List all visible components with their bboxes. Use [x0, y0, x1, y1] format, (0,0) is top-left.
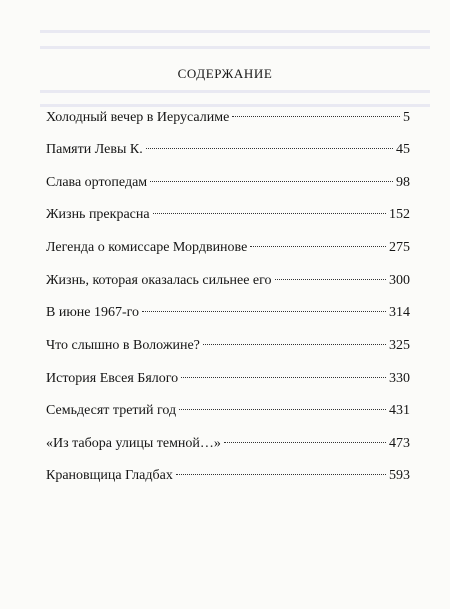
toc-entry-page: 152	[389, 207, 410, 222]
show-through-line	[40, 30, 430, 33]
page-title: СОДЕРЖАНИЕ	[177, 66, 273, 81]
toc-entry-title: Жизнь прекрасна	[46, 207, 150, 222]
toc-entry	[46, 205, 410, 225]
toc-entry	[46, 238, 410, 258]
toc-dot-leader	[142, 311, 386, 312]
toc-entry-title: Слава ортопедам	[46, 175, 148, 190]
show-through-line	[40, 46, 430, 49]
toc-dot-leader	[179, 409, 386, 410]
toc-entry-page: 300	[389, 273, 410, 288]
toc-entry-page: 330	[389, 371, 410, 386]
toc-entry	[46, 108, 410, 128]
show-through-line	[40, 90, 430, 93]
toc-entry-title: Что слышно в Воложине?	[46, 338, 200, 353]
toc-dot-leader	[232, 116, 400, 117]
toc-dot-leader	[153, 213, 386, 214]
toc-entry-page: 473	[389, 436, 410, 451]
toc-entry-page: 314	[389, 305, 410, 320]
toc-entry	[46, 303, 410, 323]
toc-entry-page: 431	[389, 403, 410, 418]
toc-dot-leader	[224, 442, 386, 443]
toc-entry	[46, 336, 410, 356]
toc-entry-title: Легенда о комиссаре Мордвинове	[46, 240, 248, 255]
toc-entry-title: В июне 1967-го	[46, 305, 140, 320]
toc-entry	[46, 140, 410, 160]
toc-entry-title: Жизнь, которая оказалась сильнее его	[46, 273, 272, 288]
toc-entry-page: 5	[403, 110, 410, 125]
toc-entry-title: История Евсея Бялого	[46, 371, 179, 386]
toc-entry	[46, 173, 410, 193]
toc-entry-title: Крановщица Гладбах	[46, 468, 173, 483]
toc-entry	[46, 401, 410, 421]
toc-entry-page: 593	[389, 468, 410, 483]
toc-dot-leader	[150, 181, 393, 182]
toc-entry-title: Холодный вечер в Иерусалиме	[46, 110, 230, 125]
toc-dot-leader	[275, 279, 386, 280]
toc-dot-leader	[203, 344, 386, 345]
toc-dot-leader	[250, 246, 386, 247]
toc-entry-page: 275	[389, 240, 410, 255]
toc-dot-leader	[181, 377, 386, 378]
toc-entry	[46, 434, 410, 454]
toc-dot-leader	[176, 474, 386, 475]
toc-entry	[46, 369, 410, 389]
toc-entry-page: 45	[396, 142, 410, 157]
toc-entry	[46, 271, 410, 291]
toc-entry-page: 98	[396, 175, 410, 190]
toc-entry-title: Памяти Левы К.	[46, 142, 143, 157]
toc-entry-title: «Из табора улицы темной…»	[46, 436, 221, 451]
toc-dot-leader	[146, 148, 393, 149]
toc-entry	[46, 466, 410, 486]
show-through-line	[40, 104, 430, 107]
toc-entry-title: Семьдесят третий год	[46, 403, 177, 418]
toc-entry-page: 325	[389, 338, 410, 353]
